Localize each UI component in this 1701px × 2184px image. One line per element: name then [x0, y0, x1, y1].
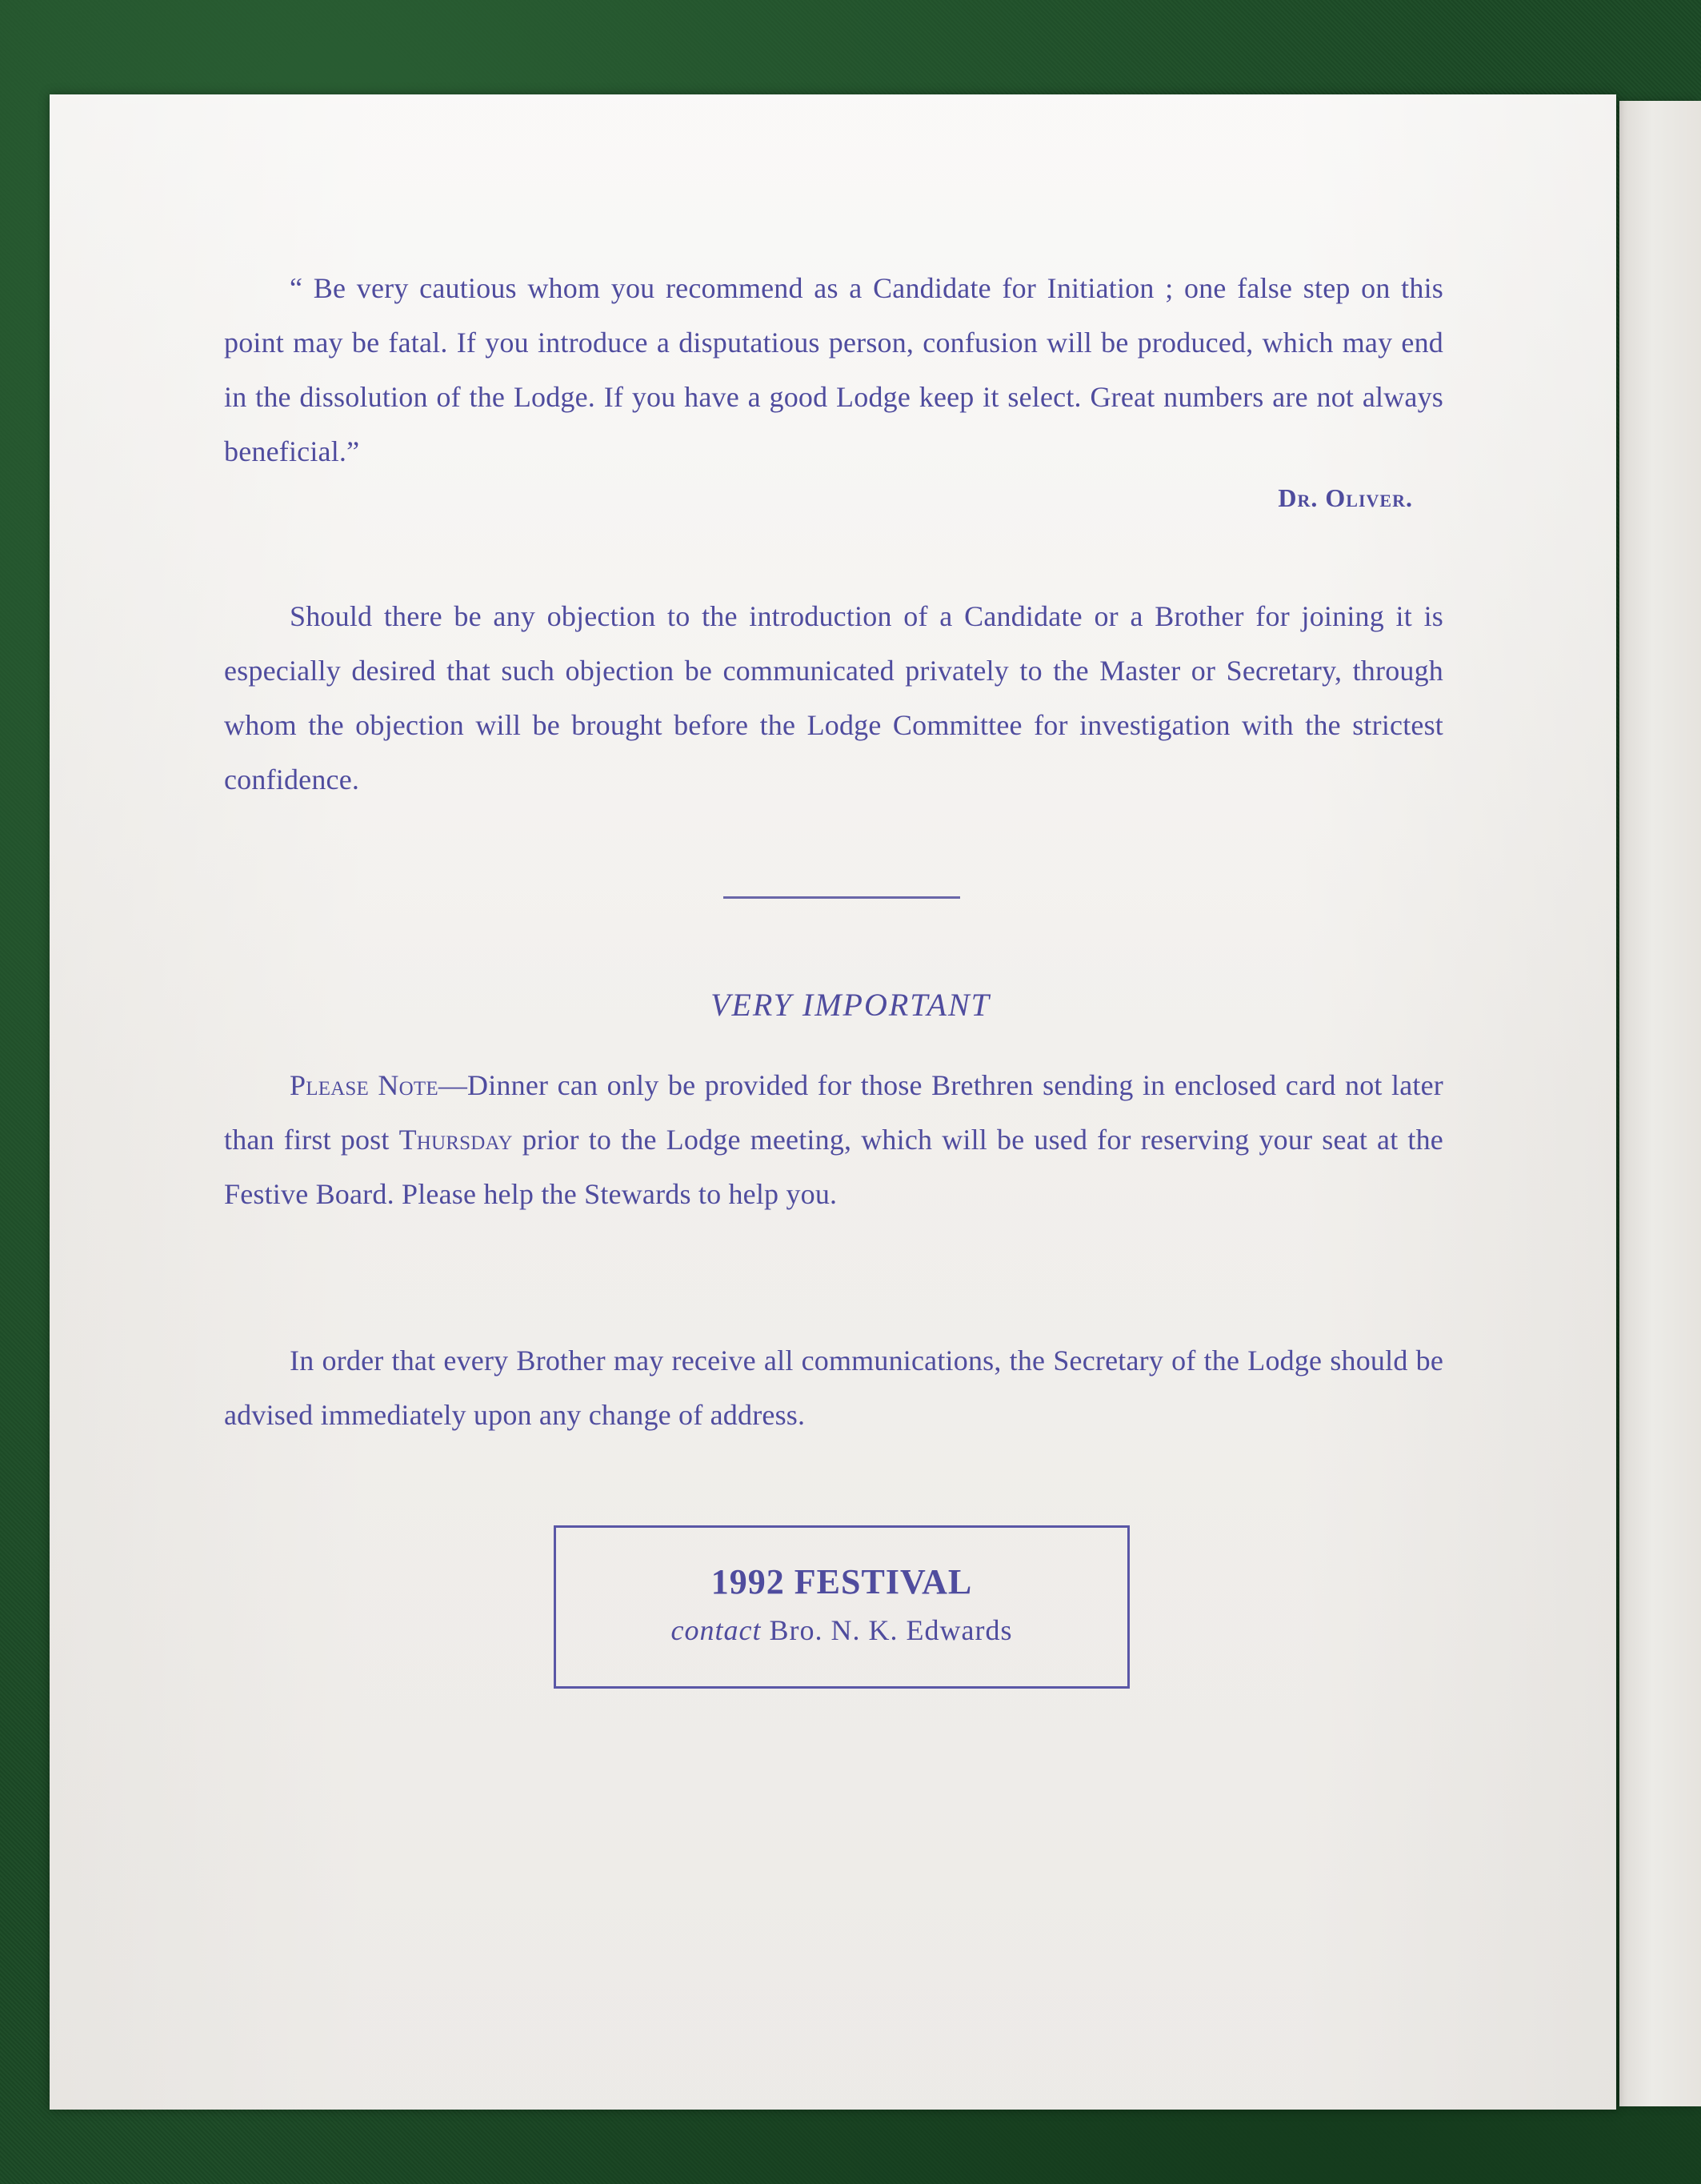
festival-title: 1992 FESTIVAL [710, 1562, 973, 1601]
contact-label: contact [670, 1614, 762, 1646]
dinner-note-paragraph [224, 1058, 1443, 1221]
festival-box [554, 1525, 1130, 1689]
objection-paragraph: Should there be any objection to the introduction of a Candidate or a Brother for joining it is especially desired that such objection be communicated privately to the Master or Secretary, through whom the objection will be brought before the Lodge Committee for investigation with the strictest confidence. [224, 600, 1443, 795]
note-text-2: prior to the Lodge meeting, which will be used for reserving your seat at the Festive Board. Please help the Stewards to help you. [224, 1124, 1443, 1210]
note-day: Thursday [398, 1124, 513, 1156]
contact-name: Bro. N. K. Edwards [769, 1614, 1013, 1646]
quote-attribution: Dr. Oliver. [1278, 483, 1413, 512]
festival-contact [556, 1613, 1127, 1647]
important-heading: VERY IMPORTANT [710, 987, 991, 1023]
note-label: Please Note [290, 1069, 438, 1101]
note-text-1: —Dinner can only be provided for those Brethren sending in enclosed card not later than first post [224, 1069, 1443, 1156]
adjacent-page-edge [1619, 101, 1701, 2106]
section-divider [723, 896, 960, 899]
quote-paragraph: “ Be very cautious whom you recommend as a Candidate for Initiation ; one false step on this point may be fatal. If you introduce a disputatious person, confusion will be produced, which may end in the dissolution of the Lodge. If you have a good Lodge keep it select. Great numbers are not always beneficial.” [224, 272, 1443, 467]
address-change-paragraph: In order that every Brother may receive all communications, the Secretary of the Lodge should be advised immediately upon any change of address. [224, 1344, 1443, 1431]
